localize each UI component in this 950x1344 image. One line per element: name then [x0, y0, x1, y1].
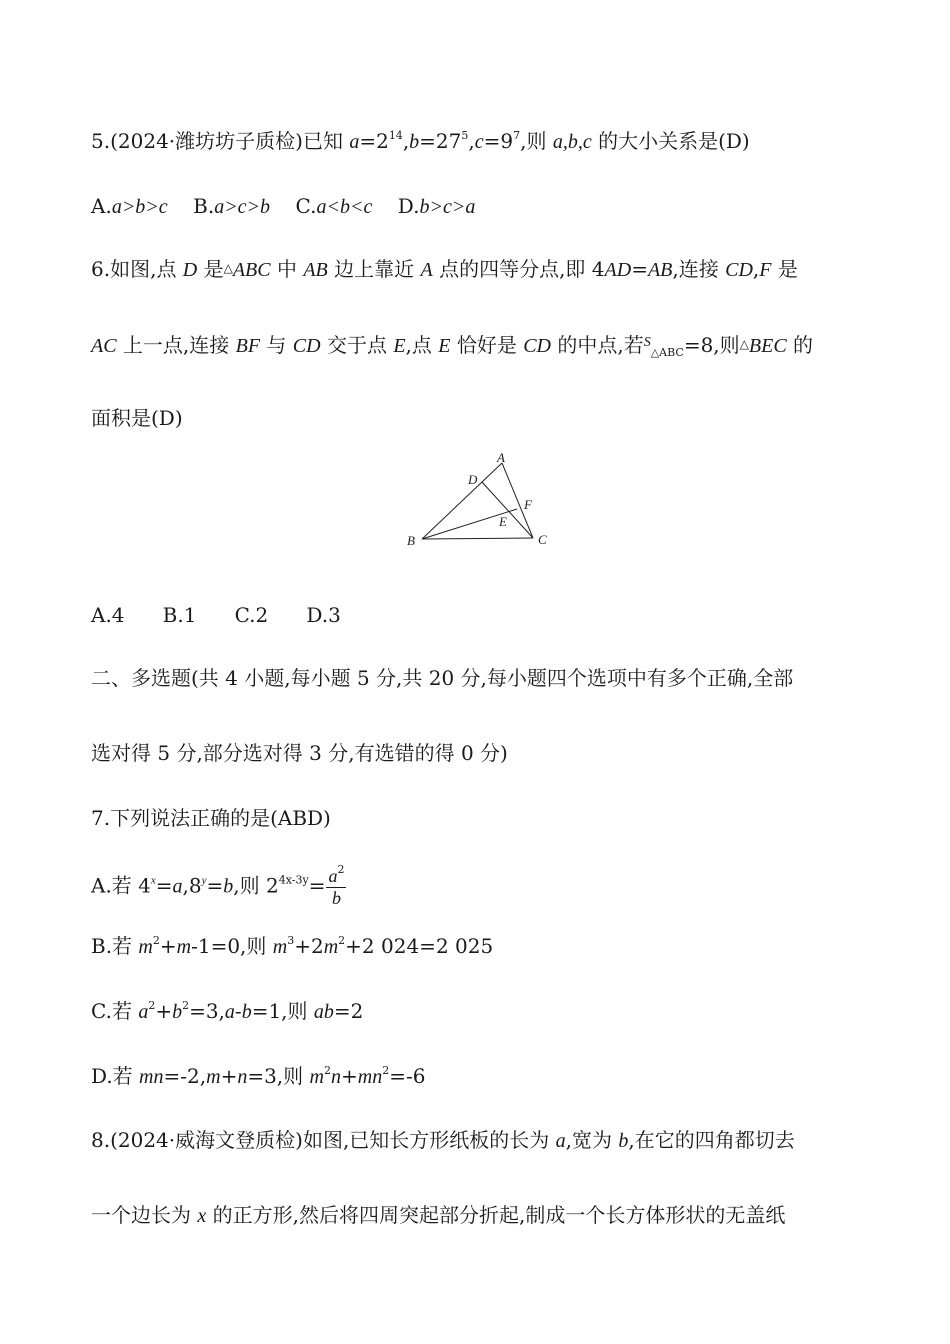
fraction-a2-over-b: $\frac{a^2}{b}$	[328, 863, 345, 908]
label-c: C	[538, 532, 547, 547]
q6-options: A.4 B.1 C.2 D.3	[91, 603, 341, 627]
label-b: B	[407, 533, 415, 548]
q7-option-b: B.若 $m^2+m-1=0$,则 $m^3+2m^2+2$ 024=2 025	[91, 934, 494, 958]
q6-line-3: 面积是(D)	[91, 406, 183, 430]
q6-line-2: AC 上一点,连接 BF 与 CD 交于点 E,点 E 恰好是 CD 的中点,若$^S_{\triangle ABC}$=8,则△BEC 的	[91, 333, 814, 359]
q7-option-a: A.若 $4^x=a,8^y=b$,则 $2^{4x-3y}=$ $\frac{a^2}{b}$	[91, 863, 345, 908]
label-e: E	[499, 514, 507, 529]
q5-option-c: C.a<b<c	[295, 194, 373, 218]
q8-line-1: 8.(2024·威海文登质检)如图,已知长方形纸板的长为 a,宽为 b,在它的四角都切去	[91, 1128, 795, 1152]
q7-stem: 7.下列说法正确的是(ABD)	[91, 806, 331, 830]
q7-option-c: C.若 $a^2+b^2=3,a-b=1$,则 ab=2	[91, 999, 364, 1023]
q5-option-d: D.b>c>a	[397, 194, 476, 218]
q6-triangle-figure	[400, 448, 560, 554]
q8-line-2: 一个边长为 x 的正方形,然后将四周突起部分折起,制成一个长方体形状的无盖纸	[91, 1203, 786, 1227]
label-d: D	[468, 472, 478, 487]
q5-option-a: A.a>b>c	[91, 194, 168, 218]
q5-answer: (D)	[718, 129, 750, 153]
section-2-heading-line-1: 二、多选题(共 4 小题,每小题 5 分,共 20 分,每小题四个选项中有多个正确,全部	[91, 666, 794, 690]
q6-line-1: 6.如图,点 D 是△ABC 中 AB 边上靠近 A 点的四等分点,即 4AD=AB,连接 CD,F 是	[91, 257, 798, 281]
q5-stem: 5.(2024·潍坊坊子质检)已知 $a=2^{14},b=27^5,c=9^7$,则 a,b,c 的大小关系是(D)	[91, 129, 750, 153]
q5-options	[91, 193, 475, 220]
segment-ab	[422, 463, 502, 539]
q7-option-d: D.若 mn=-2,m+n=3,则 $m^2n+mn^2=-6$	[91, 1064, 426, 1088]
q5-option-b: B.a>c>b	[193, 194, 271, 218]
section-2-heading-line-2: 选对得 5 分,部分选对得 3 分,有选错的得 0 分)	[91, 741, 508, 765]
label-a: A	[497, 450, 505, 465]
segment-bc	[422, 538, 533, 539]
label-f: F	[524, 497, 532, 512]
